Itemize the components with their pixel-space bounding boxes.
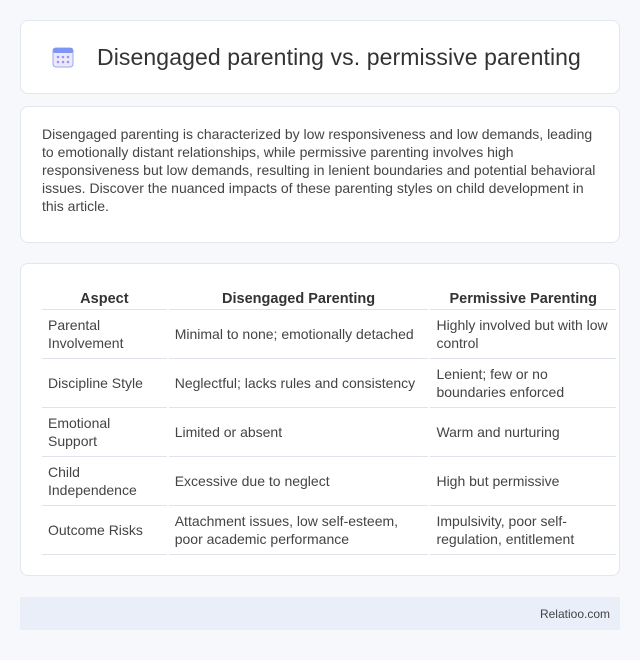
table-cell: Outcome Risks bbox=[42, 506, 167, 555]
table-cell: Warm and nurturing bbox=[430, 408, 616, 457]
table-cell: Highly involved but with low control bbox=[430, 310, 616, 359]
comparison-card bbox=[20, 263, 620, 576]
table-cell: Minimal to none; emotionally detached bbox=[169, 310, 429, 359]
table-row bbox=[42, 408, 616, 457]
table-cell: Excessive due to neglect bbox=[169, 457, 429, 506]
table-cell: Neglectful; lacks rules and consistency bbox=[169, 359, 429, 408]
table-row bbox=[42, 310, 616, 359]
table-cell: Discipline Style bbox=[42, 359, 167, 408]
header-permissive: Permissive Parenting bbox=[430, 284, 616, 310]
table-header-row bbox=[42, 284, 616, 310]
table-cell: Child Independence bbox=[42, 457, 167, 506]
table-cell: Lenient; few or no boundaries enforced bbox=[430, 359, 616, 408]
table-cell: High but permissive bbox=[430, 457, 616, 506]
intro-card bbox=[20, 106, 620, 243]
intro-paragraph: Disengaged parenting is characterized by low responsiveness and low demands, leading to emotionally distant relationships, while permissive parenting involves high responsiveness but low demands, resulting in lenient boundaries and potential behavioral issues. Discover the nuanced impacts of these parenting styles on child development in this article. bbox=[42, 126, 596, 214]
calendar-icon bbox=[51, 45, 75, 69]
table-row bbox=[42, 457, 616, 506]
table-cell: Parental Involvement bbox=[42, 310, 167, 359]
title-card bbox=[20, 20, 620, 94]
footer-site-link[interactable]: Relatioo.com bbox=[539, 606, 610, 621]
table-cell: Emotional Support bbox=[42, 408, 167, 457]
header-disengaged: Disengaged Parenting bbox=[169, 284, 429, 310]
page-title: Disengaged parenting vs. permissive parenting bbox=[97, 43, 581, 70]
table-cell: Limited or absent bbox=[169, 408, 429, 457]
comparison-table bbox=[40, 284, 618, 555]
table-row bbox=[42, 506, 616, 555]
header-aspect: Aspect bbox=[42, 284, 167, 310]
table-cell: Impulsivity, poor self-regulation, entitlement bbox=[430, 506, 616, 555]
table-row bbox=[42, 359, 616, 408]
footer bbox=[20, 597, 620, 630]
table-cell: Attachment issues, low self-esteem, poor academic performance bbox=[169, 506, 429, 555]
